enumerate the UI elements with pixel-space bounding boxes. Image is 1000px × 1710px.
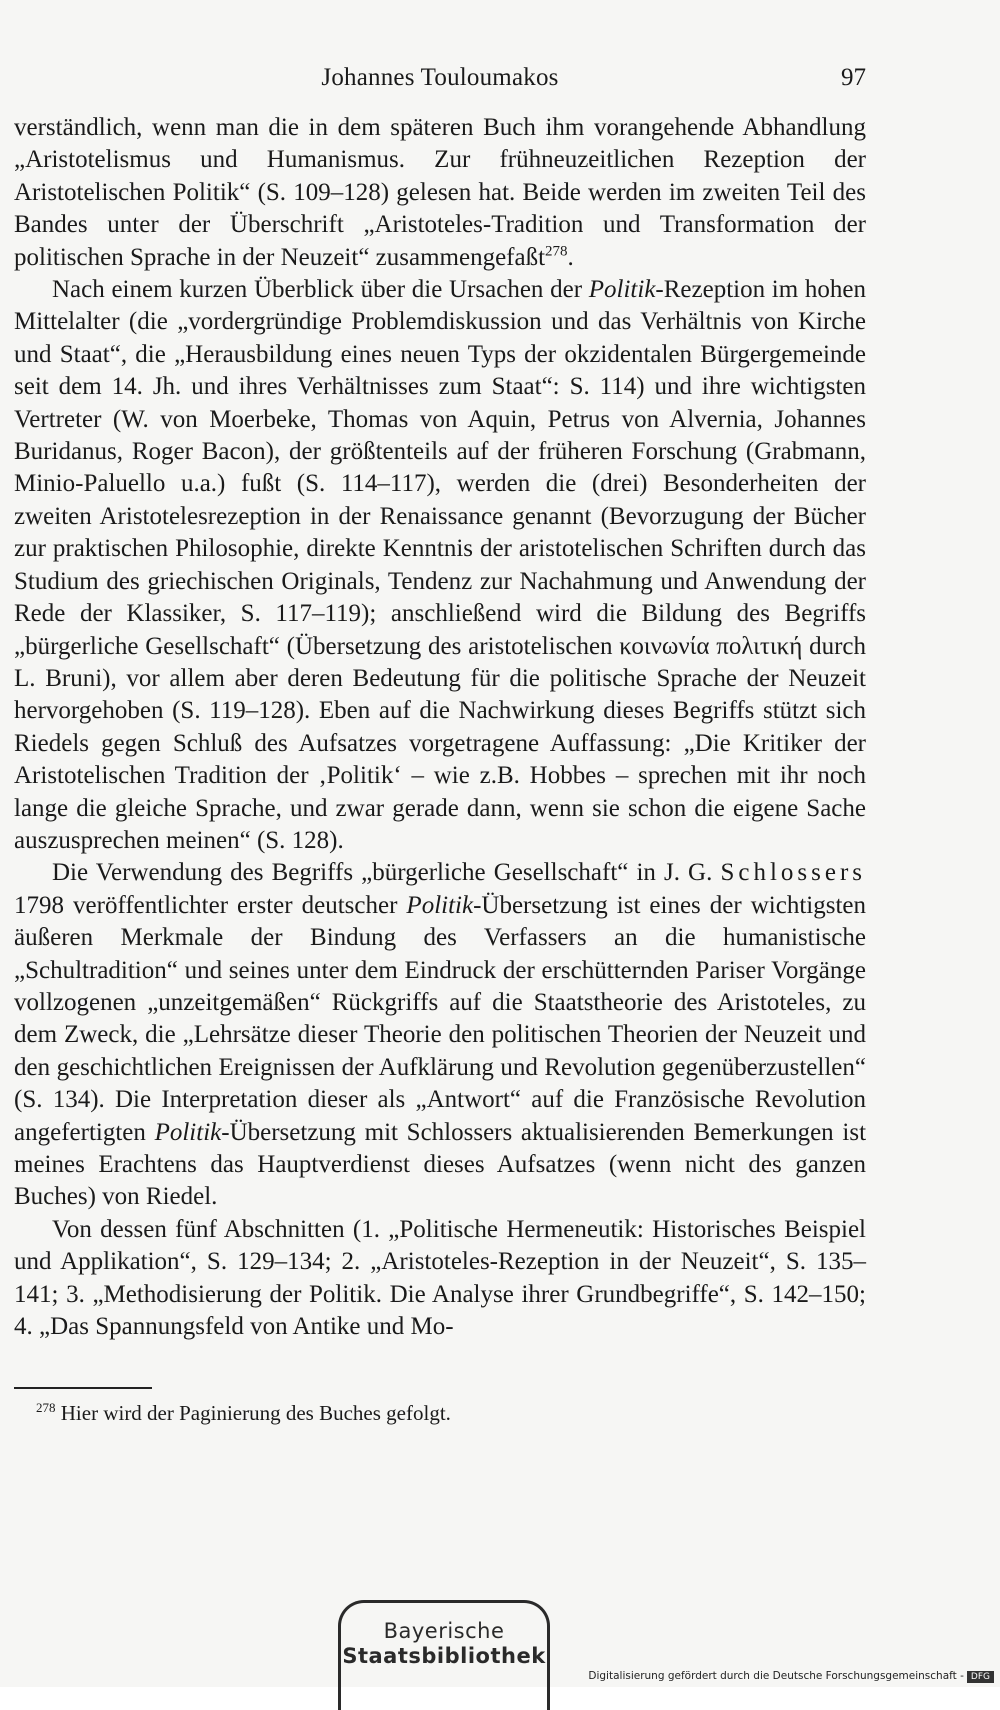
paragraph-3-text-b: 1798 veröffentlichter erster deutscher <box>14 891 407 919</box>
credit-text: Digitalisierung gefördert durch die Deutsche Forschungsgemeinschaft - <box>588 1670 964 1682</box>
paragraph-4-text: Von dessen fünf Abschnitten (1. „Politische Hermeneutik: Historisches Beispiel und Applikation“, S. 129–134; 2. „Aristoteles-Rezeption in der Neuzeit“, S. 135–141; 3. „Methodisierung der Politik. Die Analyse ihrer Grundbegriffe“, S. 142–150; 4. „Das Spannungsfeld von Antike und Mo- <box>14 1215 866 1341</box>
paragraph-2-text-a: Nach einem kurzen Überblick über die Ursachen der <box>52 276 589 304</box>
paragraph-1 <box>14 112 866 274</box>
stamp-line-2: Staatsbibliothek <box>342 1644 546 1668</box>
library-stamp <box>338 1600 550 1710</box>
paragraph-1-text: verständlich, wenn man die in dem späteren Buch ihm vorangehende Abhandlung „Aristotelismus und Humanismus. Zur frühneuzeitlichen Rezeption der Aristotelischen Politik“ (S. 109–128) gelesen hat. Beide werden im zweiten Teil des Bandes unter der Überschrift „Aristoteles-Tradition und Transformation der politischen Sprache in der Neuzeit“ zusammengefaßt <box>14 114 866 271</box>
digitization-credit <box>588 1670 994 1683</box>
paragraph-2-text-b: -Rezeption im hohen Mittelalter (die „vordergründige Problemdiskussion und das Verhältnis von Kirche und Staat“, die „Herausbildung eines neuen Typs der okzidentalen Bürgergemeinde seit dem 14. Jh. und ihres Verhältnisses zum Staat“: S. 114) und ihre wichtigsten Vertreter (W. von Moerbeke, Thomas von Aquin, Petrus von Alvernia, Johannes Buridanus, Roger Bacon), der größtenteils auf der früheren Forschung (Grabmann, Minio-Paluello u.a.) fußt (S. 114–117), werden die (drei) Besonderheiten der zweiten Aristotelesrezeption in der Renaissance genannt (Bevorzugung der Bücher zur praktischen Philosophie, direkte Kenntnis der aristotelischen Schriften durch das Studium des griechischen Originals, Tendenz zur Nachahmung und Anwendung der Rede der Klassiker, S. 117–119); anschließend wird die Bildung des Begriffs „bürgerliche Gesellschaft“ (Übersetzung des aristotelischen κοινωνία πολιτική durch L. Bruni), vor allem aber deren Bedeutung für die politische Sprache der Neuzeit hervorgehoben (S. 119–128). Eben auf die Nachwirkung dieses Begriffs stützt sich Riedels gegen Schluß des Aufsatzes vorgetragene Auffassung: „Die Kritiker der Aristotelischen Tradition der ‚Politik‘ – wie z.B. Hobbes – sprechen mit ihr noch lange die gleiche Sprache, und zwar gerade dann, wenn sie schon die eigene Sache auszusprechen meinen“ (S. 128). <box>14 276 867 854</box>
paragraph-1-tail: . <box>567 243 574 271</box>
paragraph-2 <box>14 274 866 857</box>
dfg-logo: DFG <box>967 1671 994 1683</box>
footnote-reference: 278 <box>545 243 568 260</box>
page-number: 97 <box>841 64 866 91</box>
paragraph-3-text-c: -Übersetzung ist eines der wichtigsten äußeren Merkmale der Bindung des Verfassers an die humanistische „Schultradition“ und seines unter dem Eindruck der erschütternden Pariser Vorgänge vollzogenen „unzeitgemäßen“ Rückgriffs auf die Staatstheorie des Aristoteles, zu dem Zweck, die „Lehrsätze dieser Theorie den politischen Theorien der Neuzeit und den geschichtlichen Ereignissen der Aufklärung und Revolution gegenüberzustellen“ (S. 134). Die Interpretation dieser als „Antwort“ auf die Französische Revolution angefertigten <box>14 891 866 1146</box>
paragraph-3-italic-politik-2: Politik <box>154 1118 222 1146</box>
footnote <box>36 1399 866 1427</box>
running-head <box>14 56 866 100</box>
body-text <box>14 112 866 1343</box>
paragraph-4 <box>14 1214 866 1344</box>
paragraph-3-italic-politik-1: Politik <box>406 891 474 919</box>
book-page <box>14 56 866 1427</box>
stamp-line-1: Bayerische <box>383 1619 505 1643</box>
paragraph-3 <box>14 857 866 1213</box>
paragraph-3-spaced-name: Schlossers <box>720 859 866 887</box>
footnote-divider <box>14 1387 152 1389</box>
running-head-author: Johannes Touloumakos <box>321 64 559 91</box>
paragraph-3-text-d: -Übersetzung mit Schlossers aktualisierenden Bemerkungen ist meines Erachtens das Hauptverdienst dieses Aufsatzes (wenn nicht des ganzen Buches) von Riedel. <box>14 1118 867 1211</box>
footnote-number: 278 <box>36 1400 56 1416</box>
paragraph-3-text-a: Die Verwendung des Begriffs „bürgerliche Gesellschaft“ in J. G. <box>52 859 721 887</box>
paragraph-2-italic-politik: Politik <box>588 276 656 304</box>
footnote-text: Hier wird der Paginierung des Buches gefolgt. <box>60 1401 451 1426</box>
